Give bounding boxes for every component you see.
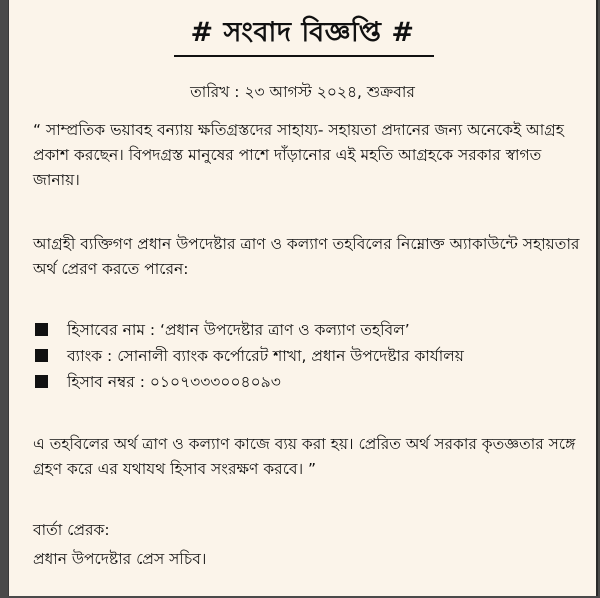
paragraph-intro: “ সাম্প্রতিক ভয়াবহ বন্যায় ক্ষতিগ্রস্তদের সাহায্য- সহায়তা প্রদানের জন্য অনেকেই আগ্রহ প্রকাশ করছেন। বিপদগ্রস্ত মানুষের পাশে দাঁড়ানোর এই মহতি আগ্রহকে সরকার স্বাগত জানায়। — [33, 121, 564, 189]
account-name-text: হিসাবের নাম : ‘প্রধান উপদেষ্টার ত্রাণ ও কল্যাণ তহবিল’ — [67, 321, 410, 339]
square-bullet-icon — [35, 323, 48, 336]
press-release-sheet — [8, 0, 598, 596]
sender-block — [33, 516, 206, 574]
account-details-list — [33, 317, 585, 395]
list-item-account-name — [33, 317, 585, 343]
title-underline — [174, 55, 434, 57]
list-item-bank — [33, 343, 585, 369]
release-date: তারিখ : ২৩ আগস্ট ২০২৪, শুক্রবার — [190, 83, 415, 101]
account-number-text: হিসাব নম্বর : ০১০৭৩৩৩০০৪০৯৩ — [67, 373, 281, 391]
sender-label: বার্তা প্রেরক: — [33, 521, 110, 539]
paragraph-donation-request: আগ্রহী ব্যক্তিগণ প্রধান উপদেষ্টার ত্রাণ ও কল্যাণ তহবিলের নিম্নোক্ত অ্যাকাউন্টে সহায়তার অর্থ প্রেরণ করতে পারেন: — [33, 235, 580, 278]
square-bullet-icon — [35, 349, 48, 362]
sender-name: প্রধান উপদেষ্টার প্রেস সচিব। — [33, 550, 207, 568]
square-bullet-icon — [35, 375, 48, 388]
paragraph-closing: এ তহবিলের অর্থ ত্রাণ ও কল্যাণ কাজে ব্যয় করা হয়। প্রেরিত অর্থ সরকার কৃতজ্ঞতার সঙ্গে গ্রহণ করে এর যথাযথ হিসাব সংরক্ষণ করবে। ” — [33, 435, 576, 478]
list-item-account-number — [33, 369, 585, 395]
bank-text: ব্যাংক : সোনালী ব্যাংক কর্পোরেট শাখা, প্রধান উপদেষ্টার কার্যালয় — [67, 347, 464, 365]
page-title: # সংবাদ বিজ্ঞপ্তি # — [190, 17, 415, 48]
